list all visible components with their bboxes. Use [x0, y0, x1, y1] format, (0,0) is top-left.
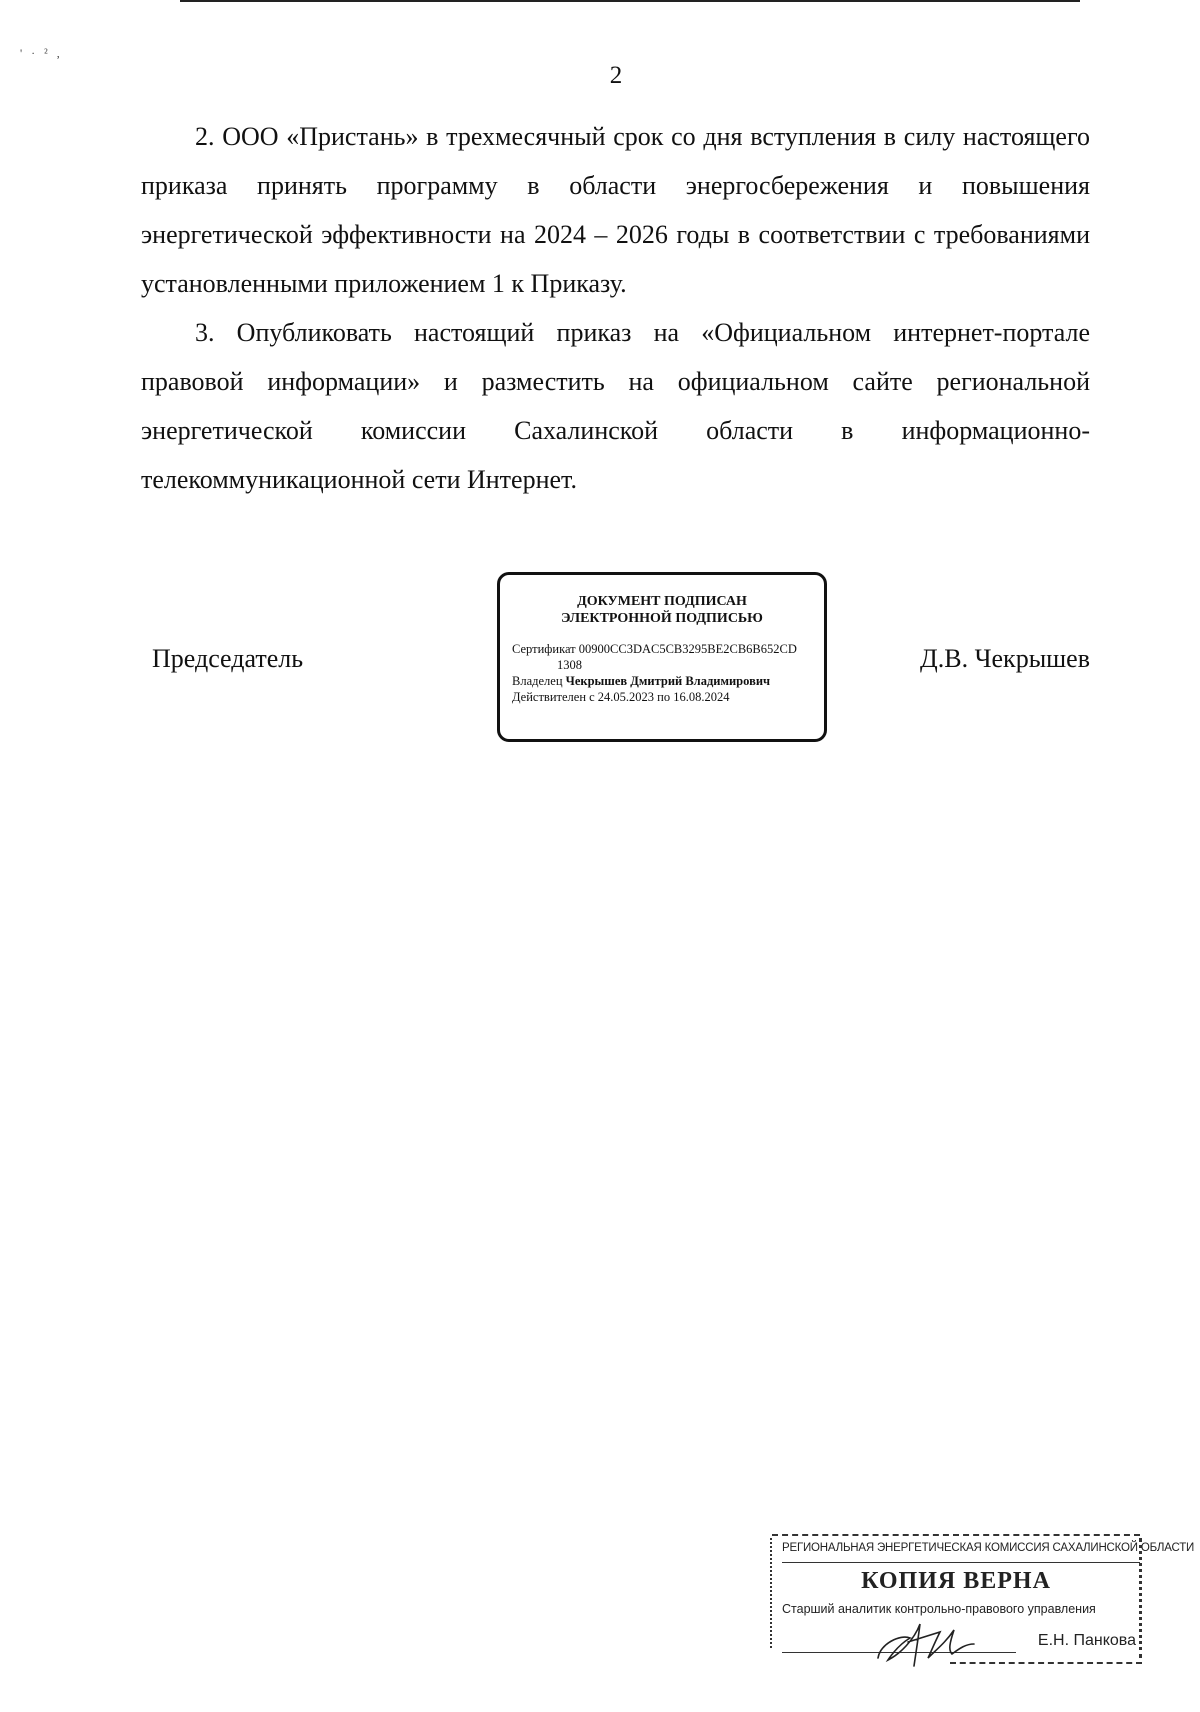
signer-name: Д.В. Чекрышев — [920, 644, 1090, 673]
stamp-name: Е.Н. Панкова — [1037, 1632, 1136, 1649]
stamp-position: Старший аналитик контрольно-правового управления — [782, 1602, 1096, 1616]
stamp-organization: РЕГИОНАЛЬНАЯ ЭНЕРГЕТИЧЕСКАЯ КОМИССИЯ САХАЛИНСКОЙ ОБЛАСТИ — [782, 1542, 1195, 1554]
esig-heading — [500, 593, 824, 627]
esig-cert-label: Сертификат — [512, 642, 576, 656]
esig-owner-label: Владелец — [512, 674, 563, 688]
esig-cert-value: 00900CC3DAC5CB3295BE2CB6B652CD — [578, 642, 797, 656]
esig-owner — [512, 673, 824, 689]
esig-details — [512, 641, 824, 705]
signer-title: Председатель — [152, 644, 304, 673]
esig-heading-line1: ДОКУМЕНТ ПОДПИСАН — [577, 594, 747, 609]
esig-validity: Действителен с 24.05.2023 по 16.08.2024 — [512, 690, 730, 704]
handwritten-signature-icon — [870, 1614, 990, 1672]
paragraph-3: 3. Опубликовать настоящий приказ на «Официальном интернет-портале правовой информации» и разместить на официальном сайте региональной энергетической комиссии Сахалинской области в информационно-телекоммуникационной сети Интернет. — [141, 318, 1090, 494]
certified-copy-stamp — [770, 1534, 1195, 1666]
corner-scan-marks: ' · ² , — [20, 46, 63, 60]
page-number: 2 — [609, 62, 623, 89]
esig-certificate — [512, 641, 824, 657]
stamp-frame-top — [772, 1534, 1140, 1536]
document-body — [141, 112, 1090, 504]
esig-cert-value-cont: 1308 — [557, 658, 582, 672]
esig-owner-value: Чекрышев Дмитрий Владимирович — [565, 674, 771, 688]
esig-heading-line2: ЭЛЕКТРОННОЙ ПОДПИСЬЮ — [561, 611, 763, 626]
stamp-title: КОПИЯ ВЕРНА — [861, 1568, 1051, 1594]
top-edge-line — [180, 0, 1080, 2]
stamp-frame-right — [1139, 1538, 1142, 1658]
stamp-divider — [782, 1562, 1140, 1563]
electronic-signature-stamp — [497, 572, 827, 742]
paragraph-2: 2. ООО «Пристань» в трехмесячный срок со дня вступления в силу настоящего приказа принять программу в области энергосбережения и повышения энергетической эффективности на 2024 – 2026 годы в соответствии с требованиями установленными приложением 1 к Приказу. — [141, 122, 1090, 298]
